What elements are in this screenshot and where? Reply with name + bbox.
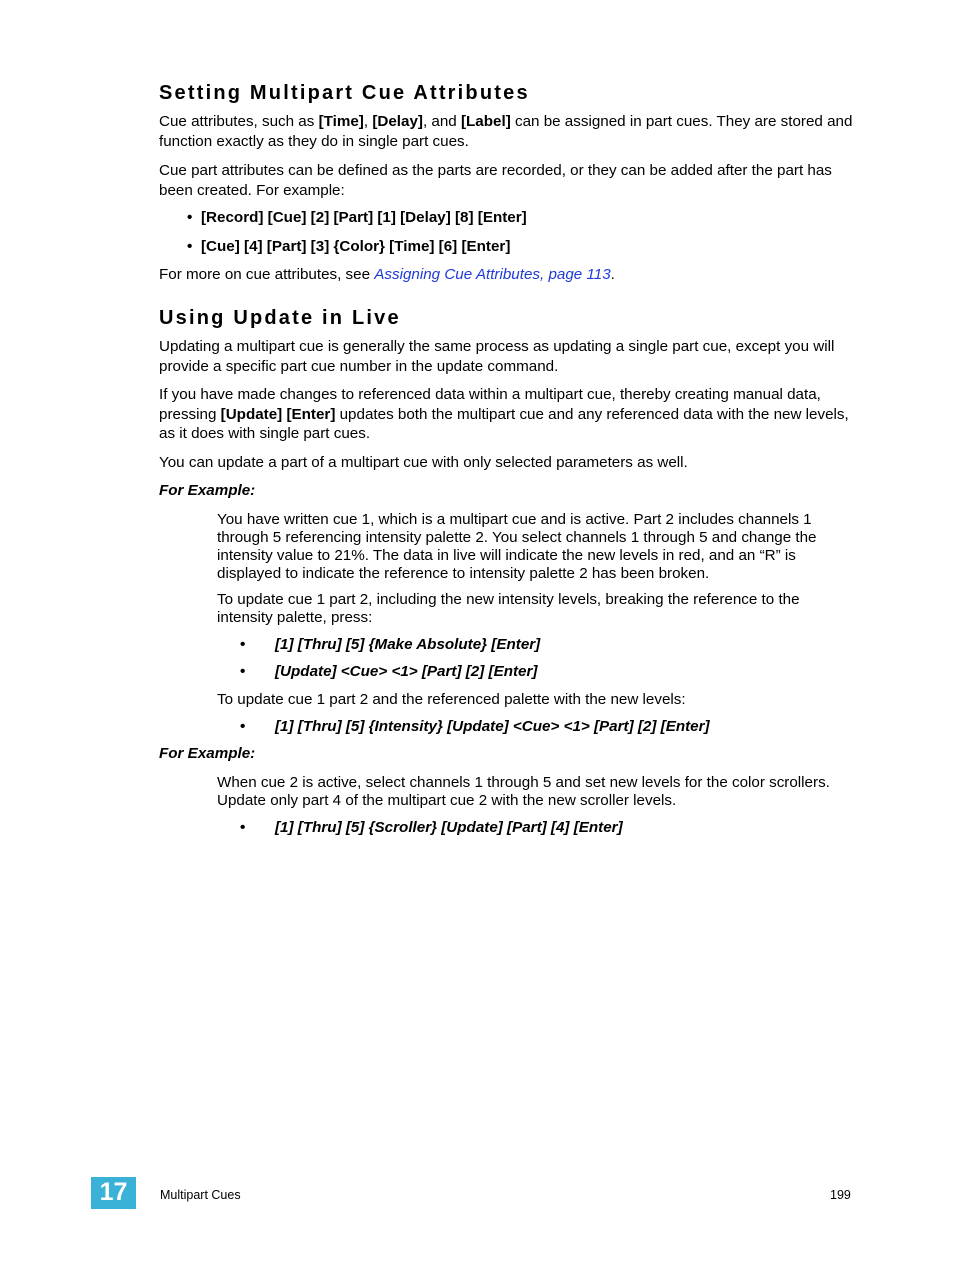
bullet-text: [Update] <Cue> <1> [Part] [2] [Enter]: [275, 663, 538, 680]
bullet-glyph: •: [240, 718, 246, 735]
paragraph-cue-attributes: [159, 112, 854, 151]
text: .: [610, 266, 615, 283]
example-paragraph: To update cue 1 part 2, including the new intensity levels, breaking the reference to the intensity palette, press:: [217, 591, 800, 626]
italic-bullet-item: [240, 819, 623, 836]
text: ,: [363, 113, 373, 130]
footer-chapter-title: Multipart Cues: [160, 1188, 241, 1202]
bullet-glyph: •: [240, 636, 246, 653]
text: can be assigned in part cues. They are stored and function exactly as they do in single part cues.: [159, 113, 853, 150]
paragraph-more-info: [159, 265, 854, 285]
bullet-glyph: •: [187, 238, 193, 255]
bullet-item: [187, 209, 527, 226]
bullet-text: [1] [Thru] [5] {Make Absolute} [Enter]: [275, 636, 541, 653]
text: For more on cue attributes, see: [159, 266, 375, 283]
italic-bullet-item: [240, 636, 541, 653]
bullet-glyph: •: [187, 209, 193, 226]
example-label: For Example:: [159, 745, 256, 762]
italic-bullet-item: [240, 718, 710, 735]
key-time: [Time]: [318, 113, 364, 130]
paragraph-updating: Updating a multipart cue is generally the same process as updating a single part cue, except you will provide a specific part cue number in the update command.: [159, 338, 835, 375]
bullet-item: [187, 238, 510, 255]
text: Cue attributes, such as: [159, 113, 319, 130]
bullet-text: [Record] [Cue] [2] [Part] [1] [Delay] [8] [Enter]: [201, 209, 527, 226]
section-heading-multipart-attributes: Setting Multipart Cue Attributes: [159, 82, 530, 104]
paragraph-part-attributes: Cue part attributes can be defined as the parts are recorded, or they can be added after the part has been created. For example:: [159, 162, 832, 199]
bullet-text: [Cue] [4] [Part] [3] {Color} [Time] [6] [Enter]: [201, 238, 511, 255]
text: updates both the multipart cue and any referenced data with the new levels, as it does with single part cues.: [159, 405, 849, 442]
example-label: For Example:: [159, 482, 256, 499]
section-heading-update-in-live: Using Update in Live: [159, 307, 401, 329]
cross-reference-link[interactable]: Assigning Cue Attributes, page 113: [374, 266, 611, 283]
example-paragraph: To update cue 1 part 2 and the referenced palette with the new levels:: [217, 691, 686, 708]
paragraph-referenced-data: [159, 385, 854, 444]
key-update-enter: [Update] [Enter]: [220, 405, 336, 423]
text: , and: [422, 113, 461, 130]
footer-page-number: 199: [830, 1188, 851, 1202]
bullet-text: [1] [Thru] [5] {Scroller} [Update] [Part] [4] [Enter]: [275, 819, 623, 836]
paragraph-selected-parameters: You can update a part of a multipart cue with only selected parameters as well.: [159, 454, 688, 471]
key-label: [Label]: [460, 113, 511, 130]
example-paragraph: You have written cue 1, which is a multipart cue and is active. Part 2 includes channels 1 through 5 referencing intensity palette 2. You select channels 1 through 5 and change the intensity value to 21%. The data in live will indicate the new levels in red, and an “R” is displayed to indicate the reference to intensity palette 2 has been broken.: [217, 511, 817, 582]
chapter-number-badge: 17: [91, 1177, 136, 1209]
text: If you have made changes to referenced data within a multipart cue, thereby creating manual data, pressing: [159, 386, 821, 423]
key-delay: [Delay]: [372, 113, 423, 130]
bullet-text: [1] [Thru] [5] {Intensity} [Update] <Cue> <1> [Part] [2] [Enter]: [275, 718, 710, 735]
bullet-glyph: •: [240, 663, 246, 680]
italic-bullet-item: [240, 663, 538, 680]
example-paragraph: When cue 2 is active, select channels 1 through 5 and set new levels for the color scrollers. Update only part 4 of the multipart cue 2 with the new scroller levels.: [217, 774, 830, 809]
bullet-glyph: •: [240, 819, 246, 836]
